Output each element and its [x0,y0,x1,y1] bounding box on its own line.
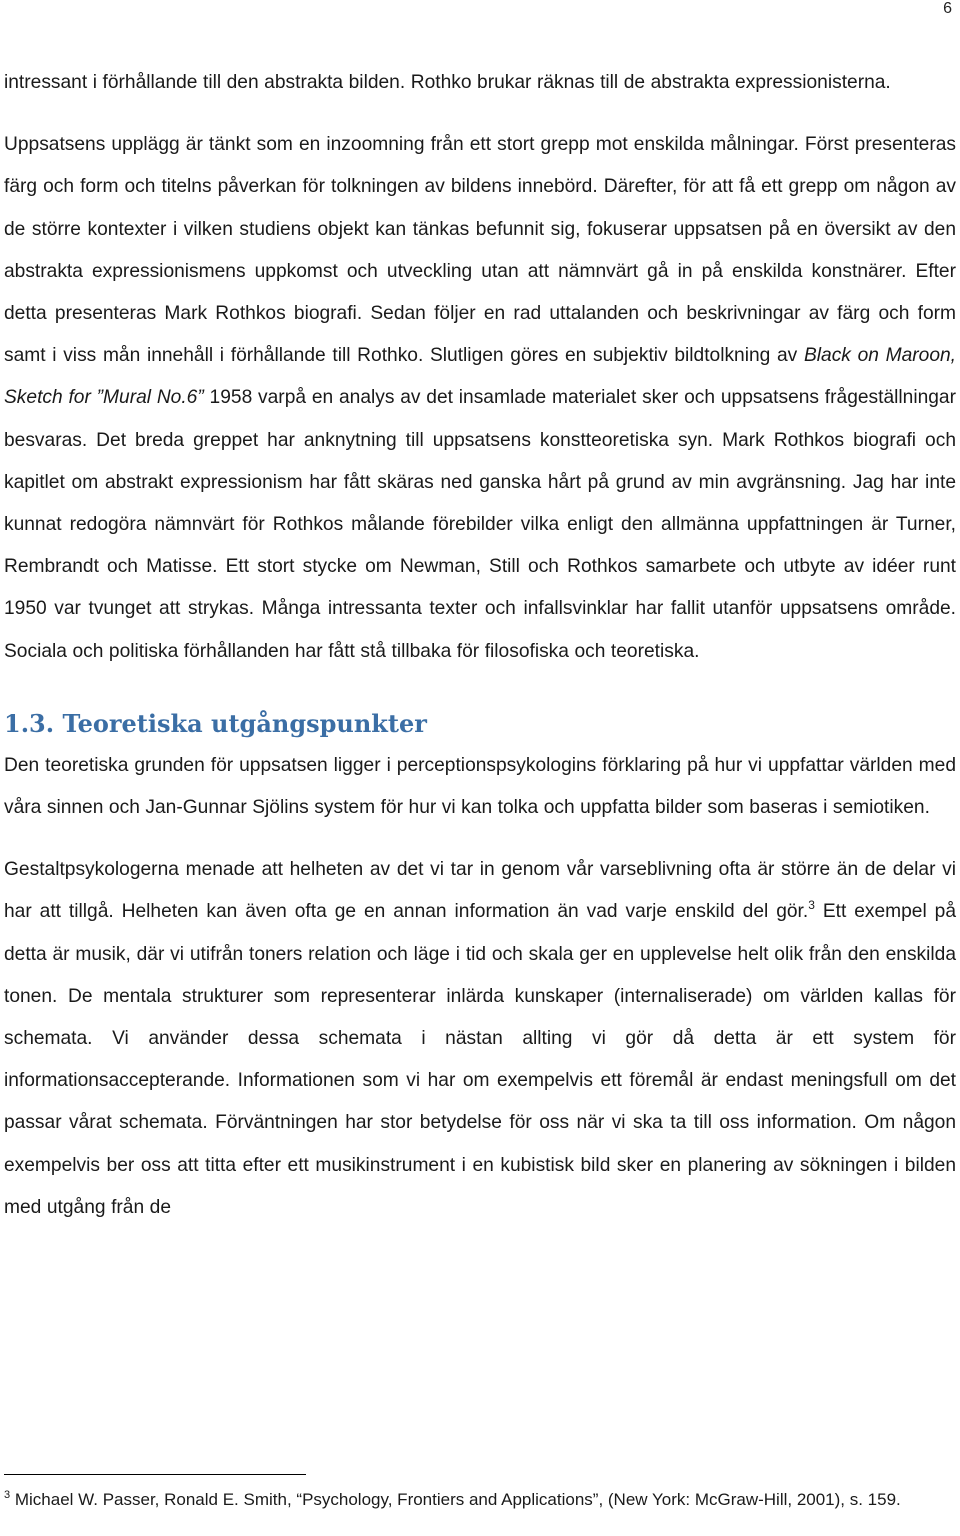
artwork-title: Black on Maroon, Sketch for ”Mural No.6” [4,345,956,409]
paragraph-spacer [4,104,956,124]
paragraph-gestalt [4,849,956,1229]
paragraph-theory: Den teoretiska grunden för uppsatsen ligger i perceptionspsykologins förklaring på hur vi uppfattar världen med våra sinnen och Jan-Gunnar Sjölins system för hur vi kan tolka och uppfatta bilder som baseras i semiotiken. [4,754,956,819]
paragraph-structure-text-b: 1958 varpå en analys av det insamlade materialet sker och uppsatsens frågeställningar besvaras. Det breda greppet har anknytning till uppsatsens konstteoretiska syn. Mark Rothkos biografi och kapitlet om abstrakt expressionism har fått skäras ned ganska hårt på grund av min avgränsning. Jag har inte kunnat redogöra nämnvärt för Rothkos målande förebilder vilka enligt den allmänna uppfattningen är Turner, Rembrandt och Matisse. Ett stort stycke om Newman, Still och Rothkos samarbete och utbyte av idéer runt 1950 var tvunget att strykas. Många intressanta texter och infallsvinklar har fallit utanför uppsatsens område. Sociala och politiska förhållanden har fått stå tillbaka för filosofiska och teoretiska. [4,387,956,662]
paragraph-structure-text-a: Uppsatsens upplägg är tänkt som en inzoomning från ett stort grepp mot enskilda målningar. Först presenteras färg och form och titelns påverkan för tolkningen av bildens innebörd. Därefter, för att få ett grepp om någon av de större kontexter i vilken studiens objekt kan tänkas befunnit sig, fokuserar uppsatsen på en översikt av den abstrakta expressionismens uppkomst och utveckling utan att nämnvärt gå in på enskilda konstnärer. Efter detta presenteras Mark Rothkos biografi. Sedan följer en rad uttalanden och beskrivningar av färg och form samt i viss mån innehåll i förhållande till Rothko. Slutligen göres en subjektiv bildtolkning av [4,134,956,367]
footnote-reference[interactable]: 3 [808,898,815,913]
paragraph-structure [4,124,956,673]
paragraph-spacer [4,829,956,849]
section-heading [4,691,956,745]
section-title: Teoretiska utgångspunkter [62,708,427,738]
page-number: 6 [943,0,952,17]
paragraph-gestalt-text-a: Gestaltpsykologerna menade att helheten av det vi tar in genom vår varseblivning ofta är större än de delar vi har att tillgå. Helheten kan även ofta ge en annan information än vad varje enskild del gör. [4,859,956,923]
footnote-number: 3 [4,1489,11,1501]
document-body [4,62,956,1229]
footnote-separator [4,1474,306,1475]
paragraph-intro-end: intressant i förhållande till den abstrakta bilden. Rothko brukar räknas till de abstrakta expressionisterna. [4,72,891,93]
footnote [4,1487,956,1513]
paragraph-gestalt-text-b: Ett exempel på detta är musik, där vi utifrån toners relation och läge i tid och skala ger en upplevelse helt olik från den enskilda tonen. De mentala strukturer som representerar inlärda kunskaper (internaliserade) om världen kallas för schemata. Vi använder dessa schemata i nästan allting vi gör då detta är ett system för informationsaccepterande. Informationen som vi har om exempelvis ett föremål är endast meningsfull om det passar vårat schemata. Förväntningen har stor betydelse för oss när vi ska ta till oss information. Om någon exempelvis ber oss att titta efter ett musikinstrument i en kubistisk bild sker en planering av sökningen i bilden med utgång från de [4,901,956,1218]
section-number: 1.3. [4,708,55,738]
paragraph-spacer [4,673,956,691]
footnote-text: Michael W. Passer, Ronald E. Smith, “Psychology, Frontiers and Applications”, (New York: McGraw-Hill, 2001), s. 159. [10,1490,901,1509]
